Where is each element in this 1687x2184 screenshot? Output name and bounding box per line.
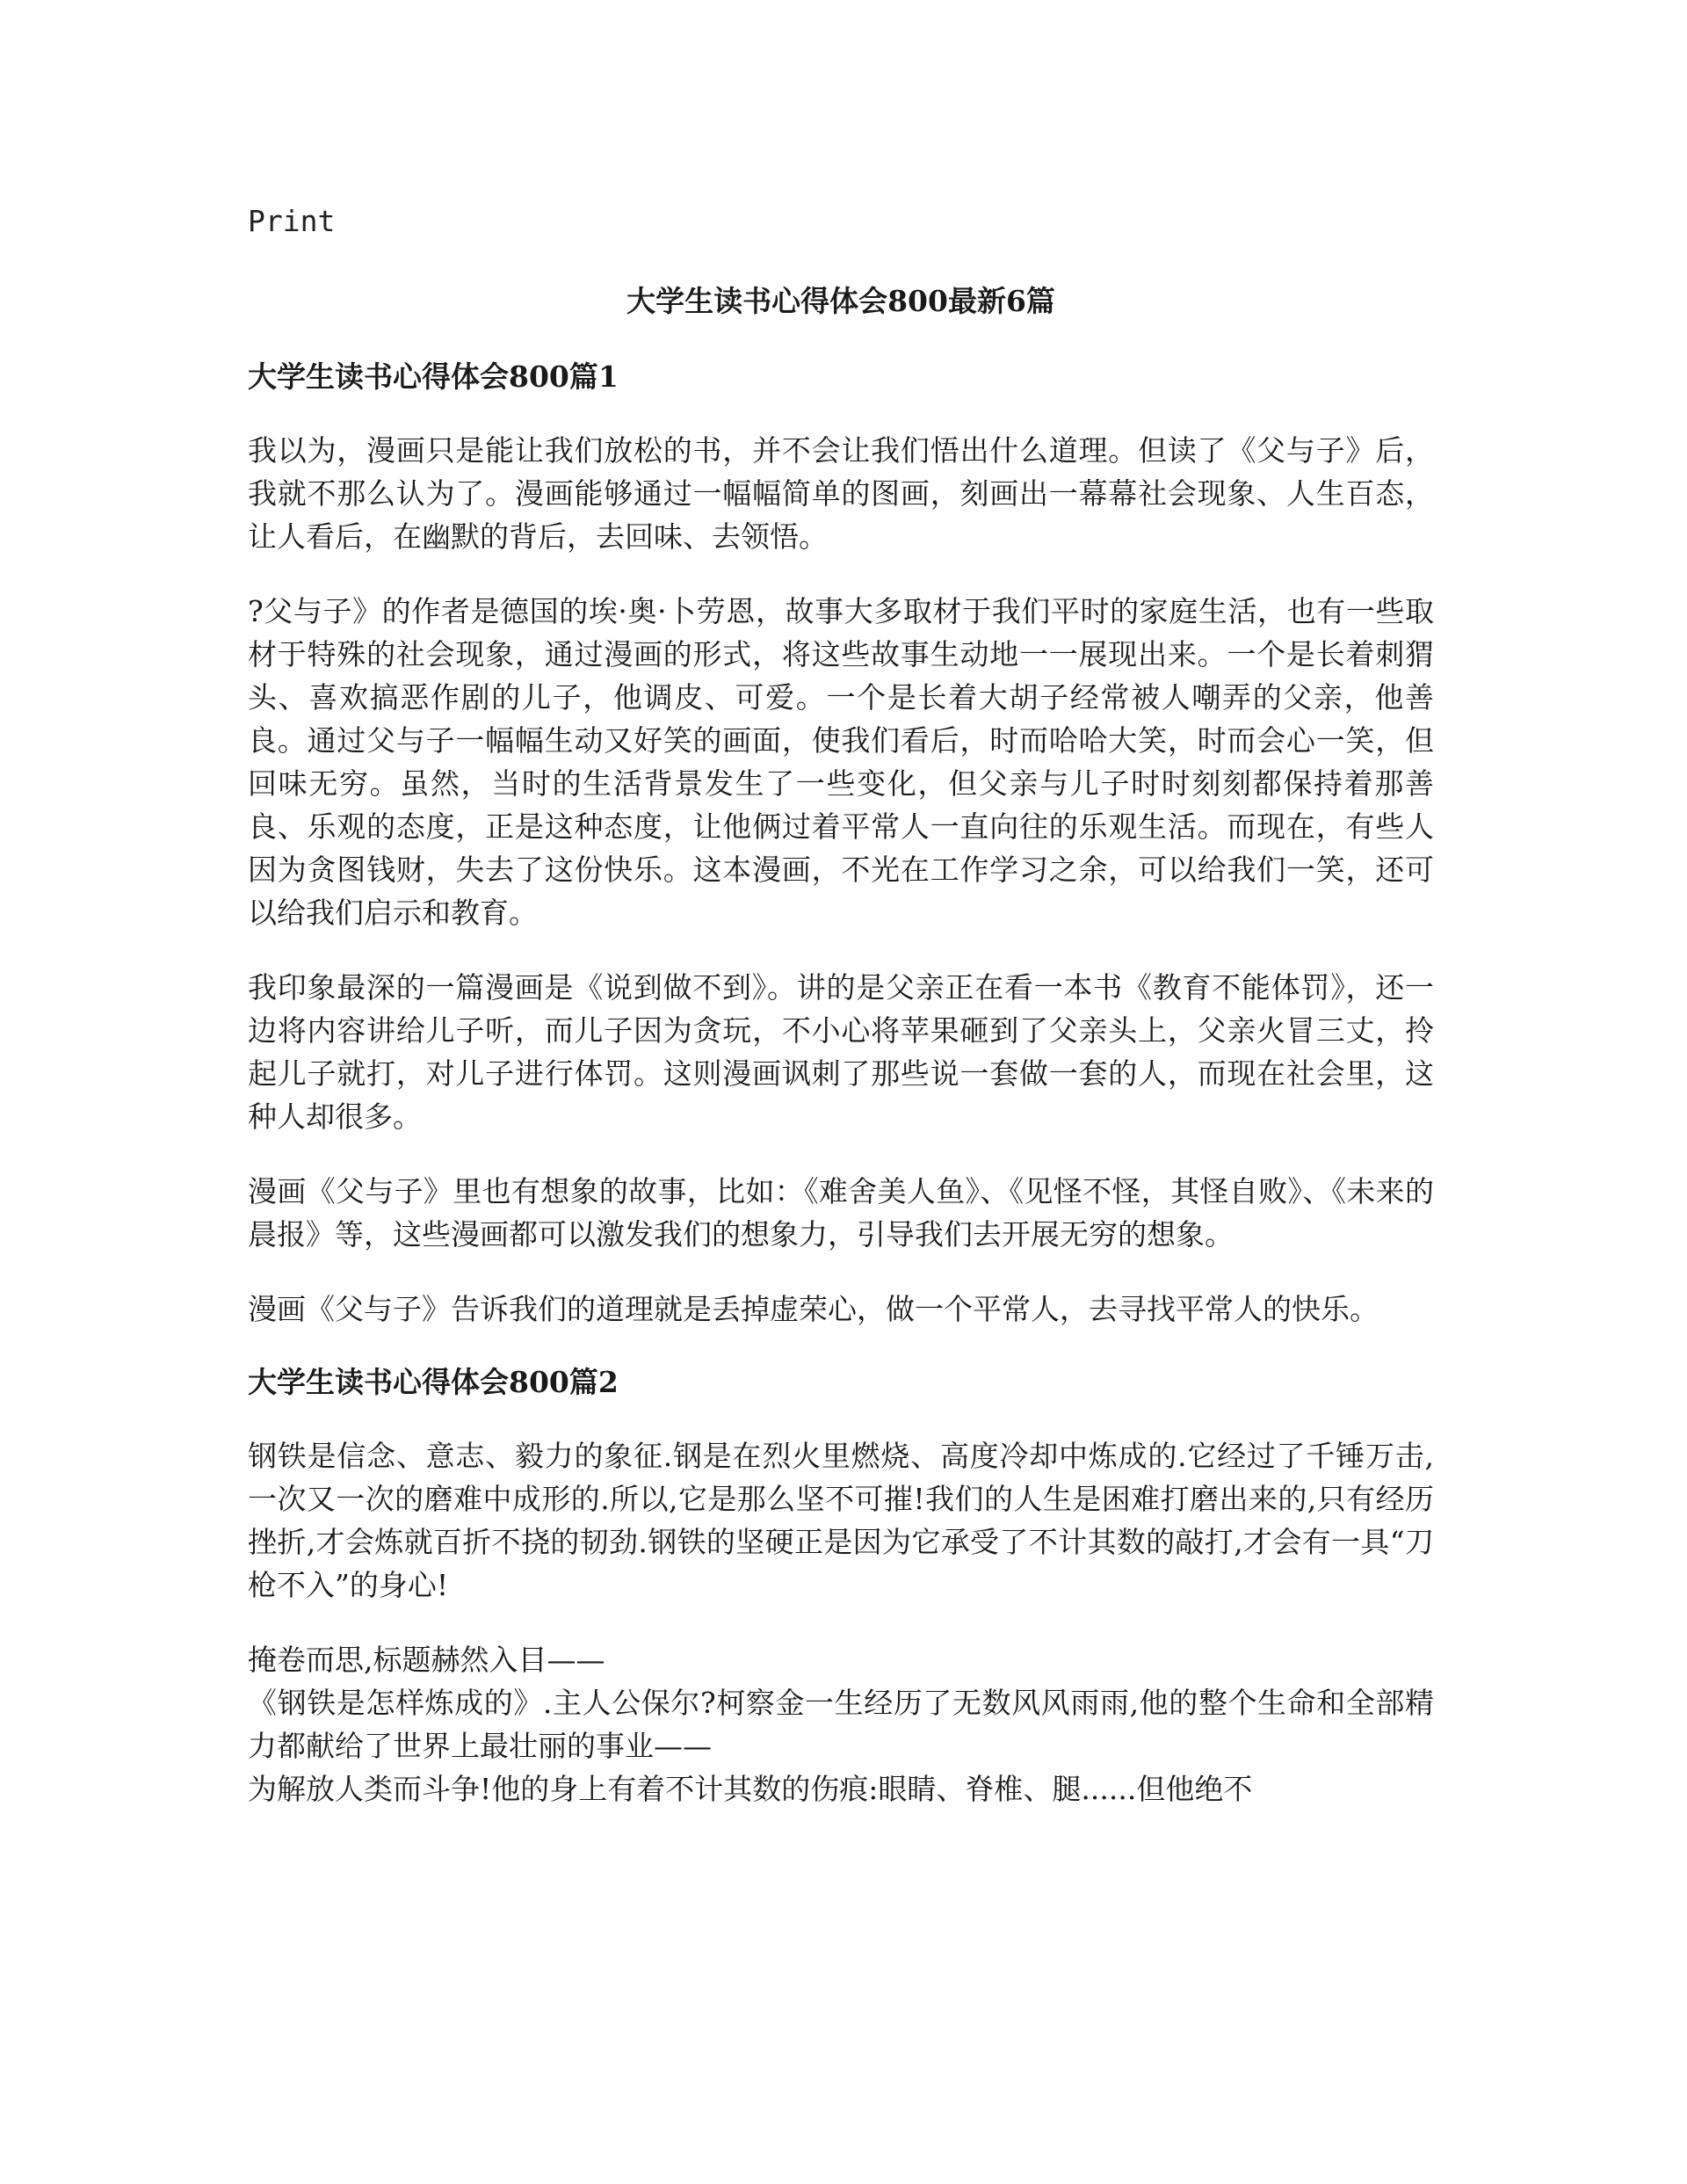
document-body — [248, 357, 1434, 1842]
text-line: 为解放人类而斗争!他的身上有着不计其数的伤痕:眼睛、脊椎、腿......但他绝不 — [248, 1772, 1253, 1806]
paragraph: 漫画《父与子》里也有想象的故事，比如：《难舍美人鱼》、《见怪不怪，其怪自败》、《未来的晨报》等，这些漫画都可以激发我们的想象力，引导我们去开展无穷的想象。 — [248, 1174, 1434, 1252]
paragraph: 钢铁是信念、意志、毅力的象征.钢是在烈火里燃烧、高度冷却中炼成的.它经过了千锤万击,一次又一次的磨难中成形的.所以,它是那么坚不可摧!我们的人生是困难打磨出来的,只有经历挫折,才会炼就百折不挠的韧劲.钢铁的坚硬正是因为它承受了不计其数的敲打,才会有一具“刀枪不入”的身心! — [248, 1439, 1434, 1602]
paragraph: 漫画《父与子》告诉我们的道理就是丢掉虚荣心，做一个平常人，去寻找平常人的快乐。 — [248, 1292, 1379, 1326]
document-title: 大学生读书心得体会800最新6篇 — [626, 284, 1055, 318]
paragraph: 我印象最深的一篇漫画是《说到做不到》。讲的是父亲正在看一本书《教育不能体罚》，还一边将内容讲给儿子听，而儿子因为贪玩，不小心将苹果砸到了父亲头上，父亲火冒三丈，拎起儿子就打，对儿子进行体罚。这则漫画讽刺了那些说一套做一套的人，而现在社会里，这种人却很多。 — [248, 970, 1434, 1134]
paragraph: 我以为，漫画只是能让我们放松的书，并不会让我们悟出什么道理。但读了《父与子》后，我就不那么认为了。漫画能够通过一幅幅简单的图画，刻画出一幕幕社会现象、人生百态，让人看后，在幽默的背后，去回味、去领悟。 — [248, 433, 1434, 554]
section-heading: 大学生读书心得体会800篇2 — [248, 1365, 619, 1399]
text-line: 《钢铁是怎样炼成的》.主人公保尔?柯察金一生经历了无数风风雨雨,他的整个生命和全部精力都献给了世界上最壮丽的事业—— — [248, 1686, 1434, 1763]
paragraph-lines — [248, 1638, 1434, 1810]
print-label: Print — [248, 204, 336, 238]
section-heading: 大学生读书心得体会800篇1 — [248, 359, 619, 394]
paragraph: ?父与子》的作者是德国的埃·奥·卜劳恩，故事大多取材于我们平时的家庭生活，也有一些取材于特殊的社会现象，通过漫画的形式，将这些故事生动地一一展现出来。一个是长着刺猬头、喜欢搞恶作剧的儿子，他调皮、可爱。一个是长着大胡子经常被人嘲弄的父亲，他善良。通过父与子一幅幅生动又好笑的画面，使我们看后，时而哈哈大笑，时而会心一笑，但回味无穷。虽然，当时的生活背景发生了一些变化，但父亲与儿子时时刻刻都保持着那善良、乐观的态度，正是这种态度，让他俩过着平常人一直向往的乐观生活。而现在，有些人因为贪图钱财，失去了这份快乐。这本漫画，不光在工作学习之余，可以给我们一笑，还可以给我们启示和教育。 — [248, 594, 1434, 930]
text-line: 掩卷而思,标题赫然入目—— — [248, 1643, 605, 1677]
